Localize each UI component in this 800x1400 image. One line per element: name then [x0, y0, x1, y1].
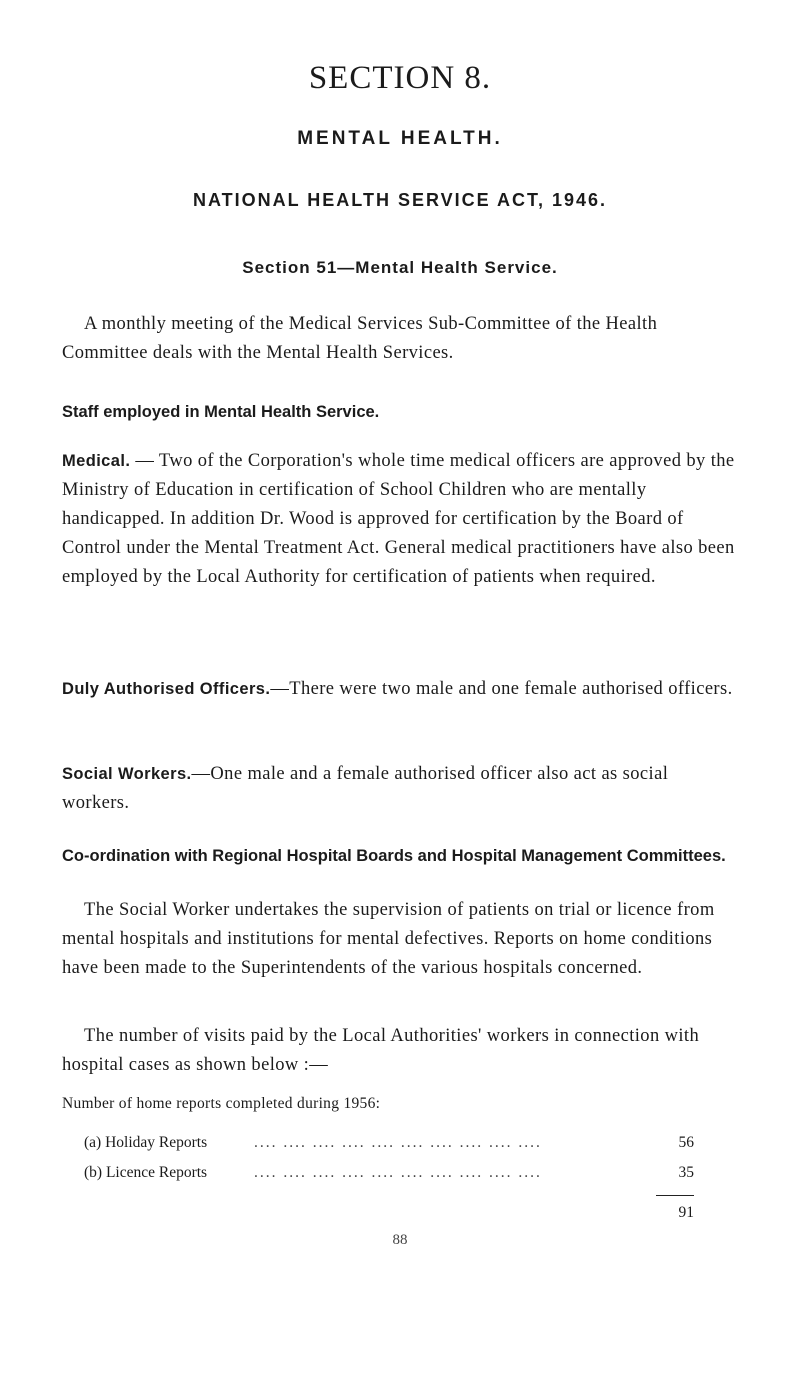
duly-authorised-lead: Duly Authorised Officers.	[62, 680, 271, 698]
stat-row-licence	[84, 1164, 694, 1186]
stat-label: (b) Licence Reports	[84, 1164, 208, 1181]
page-number: 88	[392, 1232, 408, 1248]
medical-text: — Two of the Corporation's whole time medical officers are approved by the Ministry of Education in certification of School Children who are mentally handicapped. In addition Dr. Wood is approved for certification by the Board of Control under the Mental Treatment Act. General medical practitioners have also been employed by the Local Authority for certification of patients when required.	[62, 451, 735, 587]
coordination-heading: Co-ordination with Regional Hospital Boards and Hospital Management Committees.	[62, 847, 726, 865]
social-workers-text: —One male and a female authorised officer also act as social workers.	[62, 764, 669, 813]
dot-leader: .... .... .... .... .... .... .... .... .... ....	[254, 1134, 542, 1151]
dot-leader: .... .... .... .... .... .... .... .... .... ....	[254, 1164, 542, 1181]
stat-total: 91	[678, 1204, 694, 1221]
medical-lead: Medical.	[62, 452, 131, 470]
medical-paragraph	[62, 447, 738, 592]
stats-intro: Number of home reports completed during 1956:	[62, 1095, 381, 1112]
subject-heading: MENTAL HEALTH.	[297, 128, 503, 149]
total-rule	[656, 1195, 694, 1196]
stat-value: 35	[678, 1164, 694, 1181]
stat-row-holiday	[84, 1134, 694, 1156]
duly-authorised-text: —There were two male and one female authorised officers.	[270, 679, 733, 699]
duly-authorised-paragraph	[62, 675, 738, 704]
staff-heading: Staff employed in Mental Health Service.	[62, 403, 380, 421]
section-title: SECTION 8.	[308, 60, 492, 96]
coordination-paragraph-1: The Social Worker undertakes the supervision of patients on trial or licence from mental hospitals and institutions for mental defectives. Reports on home conditions have been made to the Superintendents of the various hospitals concerned.	[62, 900, 715, 978]
coordination-paragraph-2: The number of visits paid by the Local Authorities' workers in connection with hospital cases as shown below :—	[62, 1026, 700, 1075]
intro-paragraph: A monthly meeting of the Medical Services Sub-Committee of the Health Committee deals with the Mental Health Services.	[62, 314, 658, 363]
section-reference-heading: Section 51—Mental Health Service.	[242, 258, 558, 277]
social-workers-lead: Social Workers.	[62, 765, 192, 783]
act-heading: NATIONAL HEALTH SERVICE ACT, 1946.	[192, 190, 608, 210]
stat-value: 56	[678, 1134, 694, 1151]
stat-label: (a) Holiday Reports	[84, 1134, 208, 1151]
social-workers-paragraph	[62, 760, 738, 818]
